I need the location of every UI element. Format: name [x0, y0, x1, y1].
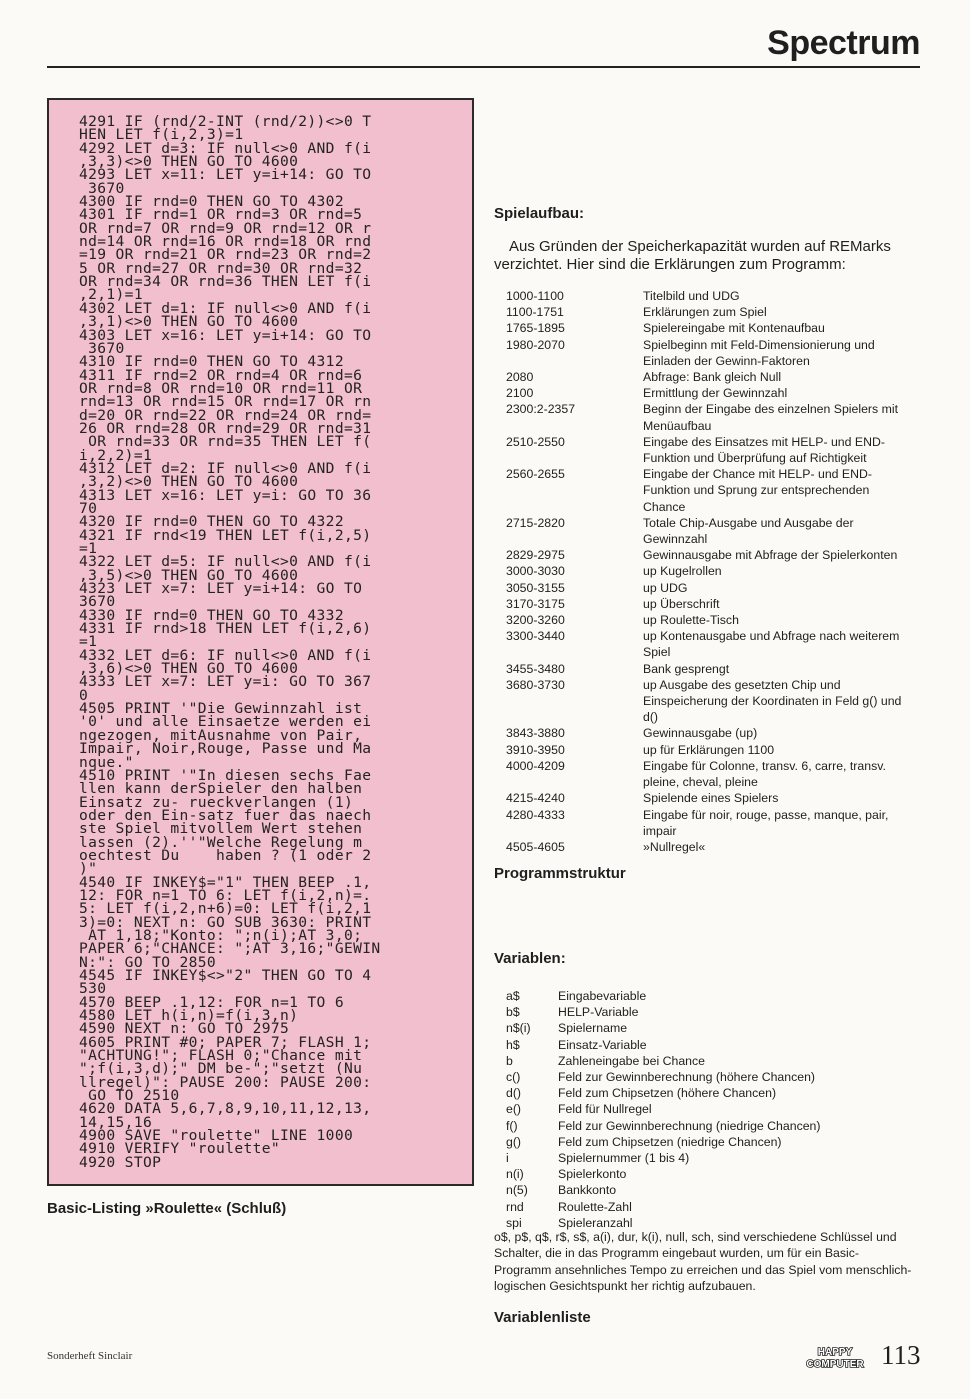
listing-caption: Basic-Listing »Roulette« (Schluß): [47, 1200, 287, 1217]
structure-row: [506, 580, 906, 596]
variable-row: [506, 1182, 916, 1198]
structure-description: »Nullregel«: [643, 839, 706, 854]
variable-name: f(): [506, 1118, 518, 1133]
variable-description: Spielername: [558, 1021, 628, 1036]
program-structure-caption: Programmstruktur: [494, 865, 626, 882]
variable-row: [506, 1199, 916, 1215]
structure-row: [506, 547, 906, 563]
structure-row: [506, 304, 906, 320]
variable-description: Spieleranzahl: [558, 1215, 633, 1230]
structure-line-range: 2715-2820: [506, 515, 565, 530]
structure-line-range: 2300:2-2357: [506, 402, 576, 417]
variable-description: Spielernummer (1 bis 4): [558, 1151, 690, 1166]
structure-line-range: 3170-3175: [506, 596, 565, 611]
structure-line-range: 3200-3260: [506, 613, 565, 628]
structure-description: Eingabe für Colonne, transv. 6, carre, transv. pleine, cheval, pleine: [643, 758, 886, 790]
structure-line-range: 1980-2070: [506, 337, 565, 352]
structure-description: up UDG: [643, 580, 688, 595]
structure-line-range: 2100: [506, 386, 534, 401]
structure-row: [506, 742, 906, 758]
spielaufbau-heading: Spielaufbau:: [494, 205, 585, 222]
structure-description: Eingabe der Chance mit HELP- und END-Funktion und Sprung zur entsprechenden Chance: [643, 467, 872, 514]
variable-row: [506, 1037, 916, 1053]
variable-row: [506, 1069, 916, 1085]
basic-listing-code: 4291 IF (rnd/2-INT (rnd/2))<>0 T HEN LET f(i,2,3)=1 4292 LET d=3: IF null<>0 AND f(i ,3,3)<>0 THEN GO TO 4600 4293 LET x=11: LET y=i+14: GO TO 3670 4300 IF rnd=0 THEN GO TO 4302 4301 IF rnd=1 OR rnd=3 OR rnd=5 OR rnd=7 OR rnd=9 OR rnd=12 OR r nd=14 OR rnd=16 OR rnd=18 OR rnd =19 OR rnd=21 OR rnd=23 OR rnd=2 5 OR rnd=27 OR rnd=30 OR rnd=32 OR rnd=34 OR rnd=36 THEN LET f(i ,2,1)=1 4302 LET d=1: IF null<>0 AND f(i ,3,1)<>0 THEN GO TO 4600 4303 LET x=16: LET y=i+14: GO TO 3670 4310 IF rnd=0 THEN GO TO 4312 4311 IF rnd=2 OR rnd=4 OR rnd=6 OR rnd=8 OR rnd=10 OR rnd=11 OR rnd=13 OR rnd=15 OR rnd=17 OR rn d=20 OR rnd=22 OR rnd=24 OR rnd= 26 OR rnd=28 OR rnd=29 OR rnd=31 OR rnd=33 OR rnd=35 THEN LET f( i,2,2)=1 4312 LET d=2: IF null<>0 AND f(i ,3,2)<>0 THEN GO TO 4600 4313 LET x=16: LET y=i: GO TO 36 70 4320 IF rnd=0 THEN GO TO 4322 4321 IF rnd<19 THEN LET f(i,2,5) =1 4322 LET d=5: IF null<>0 AND f(i ,3,5)<>0 THEN GO TO 4600 4323 LET x=7: LET y=i+14: GO TO 3670 4330 IF rnd=0 THEN GO TO 4332 4331 IF rnd>18 THEN LET f(i,2,6) =1 4332 LET d=6: IF null<>0 AND f(i ,3,6)<>0 THEN GO TO 4600 4333 LET x=7: LET y=i: GO TO 367 0 4505 PRINT '"Die Gewinnzahl ist '0' und alle Einsaetze werden ei ngezogen, mitAusnahme von Pair, Impair, Noir,Rouge, Passe und Ma nque." 4510 PRINT '"In diesen sechs Fae llen kann derSpieler den halben Einsatz zu- rueckverlangen (1) oder den Ein-satz fuer das naech ste Spiel mitvollem Wert stehen lassen (2).''"Welche Regelung m oechtest Du haben ? (1 oder 2 )" 4540 IF INKEY$="1" THEN BEEP .1, 12: FOR n=1 TO 6: LET f(i,2,n)=. 5: LET f(i,2,n+6)=0: LET f(i,2,1 3)=0: NEXT n: GO SUB 3630: PRINT AT 1,18;"Konto: ";n(i);AT 3,0; PAPER 6;"CHANCE: ";AT 3,16;"GEWIN N:": GO TO 2850 4545 IF INKEY$<>"2" THEN GO TO 4 530 4570 BEEP .1,12: FOR n=1 TO 6 4580 LET h(i,n)=f(i,3,n) 4590 NEXT n: GO TO 2975 4605 PRINT #0; PAPER 7; FLASH 1; "ACHTUNG!"; FLASH 0;"Chance mit ";f(i,3,d);" DM be-";"setzt (Nu llregel)": PAUSE 200: PAUSE 200: GO TO 2510 4620 DATA 5,6,7,8,9,10,11,12,13, 14,15,16 4900 SAVE "roulette" LINE 1000 4910 VERIFY "roulette" 4920 STOP: [79, 113, 381, 1171]
structure-row: [506, 515, 906, 547]
structure-description: Eingabe des Einsatzes mit HELP- und END-Funktion und Überprüfung auf Richtigkeit: [643, 434, 885, 466]
variable-name: c(): [506, 1070, 521, 1085]
structure-description: Titelbild und UDG: [643, 289, 740, 303]
page-header-title: Spectrum: [767, 24, 920, 62]
structure-row: [506, 661, 906, 677]
structure-description: Spielende eines Spielers: [643, 791, 779, 806]
structure-line-range: 4215-4240: [506, 791, 565, 806]
variable-row: [506, 1004, 916, 1020]
structure-row: [506, 612, 906, 628]
basic-listing-box: [47, 98, 474, 1186]
structure-description: Bank gesprengt: [643, 661, 730, 676]
variable-name: n(i): [506, 1167, 524, 1182]
program-structure-table: [506, 288, 906, 855]
variable-row: [506, 1150, 916, 1166]
structure-row: [506, 628, 906, 660]
variable-name: g(): [506, 1134, 522, 1149]
structure-description: up Roulette-Tisch: [643, 613, 739, 628]
structure-row: [506, 369, 906, 385]
structure-line-range: 3455-3480: [506, 661, 565, 676]
variable-description: Einsatz-Variable: [558, 1037, 647, 1052]
variable-description: Zahleneingabe bei Chance: [558, 1053, 705, 1068]
structure-line-range: 3843-3880: [506, 726, 565, 741]
variable-name: n$(i): [506, 1021, 531, 1036]
variable-name: rnd: [506, 1199, 524, 1214]
structure-description: up Ausgabe des gesetzten Chip und Einspeicherung der Koordinaten in Feld g() und d(): [643, 677, 902, 725]
spielaufbau-intro: [494, 238, 924, 274]
structure-line-range: 2080: [506, 370, 534, 385]
structure-line-range: 2829-2975: [506, 548, 565, 563]
variable-row: [506, 1101, 916, 1117]
variable-description: Feld zum Chipsetzen (höhere Chancen): [558, 1086, 777, 1101]
logo-text-bottom: COMPUTER: [806, 1359, 864, 1370]
structure-description: Erklärungen zum Spiel: [643, 305, 767, 320]
structure-line-range: 2510-2550: [506, 434, 565, 449]
structure-line-range: 4505-4605: [506, 839, 565, 854]
structure-row: [506, 563, 906, 579]
variable-name: h$: [506, 1037, 520, 1052]
structure-line-range: 3680-3730: [506, 677, 565, 692]
structure-row: [506, 288, 906, 304]
footer-source: Sonderheft Sinclair: [47, 1350, 133, 1362]
structure-row: [506, 839, 906, 855]
structure-description: Ermittlung der Gewinnzahl: [643, 386, 788, 401]
variable-description: Feld zur Gewinnberechnung (höhere Chancen): [558, 1070, 816, 1085]
structure-row: [506, 320, 906, 336]
variable-name: d(): [506, 1086, 522, 1101]
page-number: 113: [881, 1340, 921, 1370]
logo-text-top: HAPPY: [817, 1347, 853, 1358]
structure-description: Gewinnausgabe mit Abfrage der Spielerkonten: [643, 548, 898, 563]
variables-table: [506, 988, 916, 1231]
variable-row: [506, 1134, 916, 1150]
structure-description: Totale Chip-Ausgabe und Ausgabe der Gewinnzahl: [643, 515, 854, 547]
variable-description: Feld zur Gewinnberechnung (niedrige Chancen): [558, 1118, 821, 1133]
variable-row: [506, 1166, 916, 1182]
variable-name: a$: [506, 989, 520, 1003]
variable-description: Feld zum Chipsetzen (niedrige Chancen): [558, 1134, 782, 1149]
structure-description: Eingabe für noir, rouge, passe, manque, pair, impair: [643, 807, 889, 838]
structure-description: Gewinnausgabe (up): [643, 726, 758, 741]
structure-description: up Kugelrollen: [643, 564, 722, 579]
variable-description: Bankkonto: [558, 1183, 617, 1198]
variable-description: Eingabevariable: [558, 989, 647, 1003]
variable-row: [506, 1053, 916, 1069]
structure-row: [506, 807, 906, 839]
structure-row: [506, 725, 906, 741]
variables-heading: Variablen:: [494, 950, 566, 967]
structure-description: Spielbeginn mit Feld-Dimensionierung und Einladen der Gewinn-Faktoren: [643, 337, 875, 368]
variable-name: b$: [506, 1005, 520, 1020]
variable-description: Feld für Nullregel: [558, 1102, 652, 1117]
structure-description: up für Erklärungen 1100: [643, 742, 775, 757]
structure-row: [506, 466, 906, 515]
variable-description: Roulette-Zahl: [558, 1199, 632, 1214]
variable-name: spi: [506, 1215, 522, 1230]
variable-name: e(): [506, 1102, 522, 1117]
structure-line-range: 3300-3440: [506, 629, 565, 644]
variable-name: i: [506, 1151, 509, 1166]
structure-line-range: 3000-3030: [506, 564, 565, 579]
structure-row: [506, 758, 906, 790]
variable-row: [506, 1020, 916, 1036]
structure-line-range: 1000-1100: [506, 289, 564, 303]
variable-row: [506, 988, 916, 1004]
structure-line-range: 1765-1895: [506, 321, 565, 336]
structure-row: [506, 434, 906, 466]
spielaufbau-intro-text: Aus Gründen der Speicherkapazität wurden auf REMarks verzichtet. Hier sind die Erklärungen zum Programm:: [494, 238, 891, 273]
structure-description: Spielereingabe mit Kontenaufbau: [643, 321, 825, 336]
structure-line-range: 2560-2655: [506, 467, 565, 482]
structure-description: Abfrage: Bank gleich Null: [643, 370, 782, 385]
header-rule: [47, 66, 920, 68]
structure-line-range: 3910-3950: [506, 742, 565, 757]
variables-list-caption: Variablenliste: [494, 1309, 591, 1326]
variable-name: n(5): [506, 1183, 528, 1198]
structure-line-range: 3050-3155: [506, 580, 565, 595]
structure-description: up Überschrift: [643, 596, 720, 611]
variable-description: HELP-Variable: [558, 1005, 639, 1020]
structure-row: [506, 677, 906, 726]
structure-line-range: 4000-4209: [506, 758, 565, 773]
structure-description: Beginn der Eingabe des einzelnen Spielers mit Menüaufbau: [643, 402, 898, 433]
structure-description: up Kontenausgabe und Abfrage nach weiterem Spiel: [643, 629, 900, 660]
structure-line-range: 1100-1751: [506, 305, 564, 320]
variable-name: b: [506, 1053, 513, 1068]
variable-row: [506, 1118, 916, 1134]
variable-row: [506, 1085, 916, 1101]
structure-row: [506, 401, 906, 433]
variables-note: o$, p$, q$, r$, s$, a(i), dur, k(i), null, sch, sind verschiedene Schlüssel und Schalter, die in das Programm eingebaut wurden, um für ein Basic-Programm ansehnliches Tempo zu erreichen und das Spiel vom menschlich-logischen Gesichtspunkt her richtig aufzubauen.: [494, 1230, 912, 1294]
happy-computer-logo: [798, 1344, 872, 1370]
structure-row: [506, 385, 906, 401]
structure-row: [506, 790, 906, 806]
structure-row: [506, 596, 906, 612]
structure-line-range: 4280-4333: [506, 807, 565, 822]
variable-description: Spielerkonto: [558, 1167, 627, 1182]
structure-row: [506, 337, 906, 369]
